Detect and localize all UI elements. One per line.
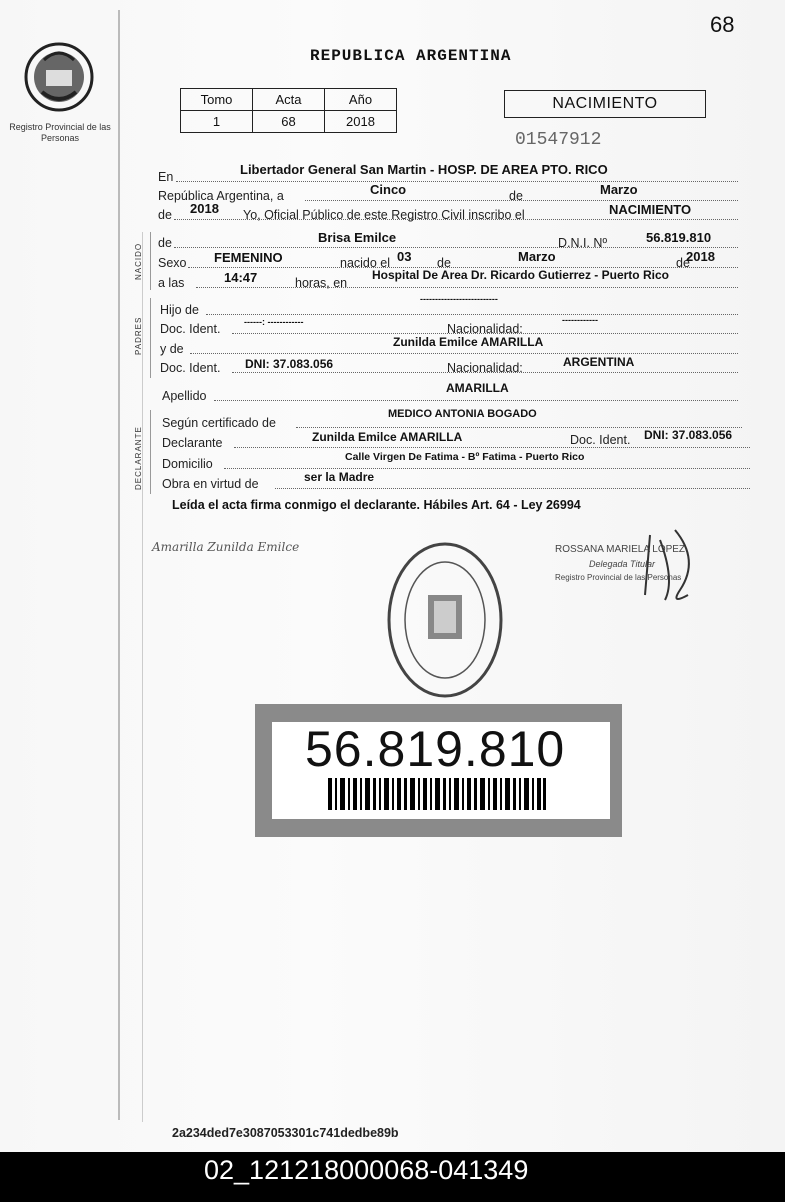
dotted-line: [174, 247, 738, 248]
dotted-line: [196, 287, 738, 288]
page-number: 68: [710, 12, 735, 37]
side-label-declarante: DECLARANTE: [134, 426, 143, 490]
dotted-line: [224, 468, 750, 469]
value-mother-nat: ARGENTINA: [563, 355, 635, 369]
province-seal-icon: [22, 40, 96, 114]
side-label-nacido: NACIDO: [134, 242, 143, 280]
dotted-line: [214, 400, 738, 401]
label-doc-ident3: Doc. Ident.: [570, 433, 631, 447]
label-horas-en: horas, en: [295, 276, 348, 290]
label-oficial: Yo, Oficial Público de este Registro Civil inscribo el: [243, 208, 525, 222]
label-domicilio: Domicilio: [162, 457, 213, 471]
value-declarant: Zunilda Emilce AMARILLA: [312, 430, 463, 444]
label-nacionalidad2: Nacionalidad:: [447, 361, 523, 375]
value-father-doc: ------: ------------: [244, 317, 304, 327]
label-apellido: Apellido: [162, 389, 207, 403]
value-sex: FEMENINO: [214, 250, 283, 265]
label-de-person: de: [158, 236, 172, 250]
dotted-line: [176, 181, 738, 182]
value-birth-place: Hospital De Area Dr. Ricardo Gutierrez - Puerto Rico: [372, 268, 669, 282]
closing-statement: Leída el acta firma conmigo el declarante. Hábiles Art. 64 - Ley 26994: [172, 498, 581, 512]
margin-rule: [118, 10, 120, 1120]
dotted-line: [206, 314, 738, 315]
label-de2: de: [158, 208, 172, 222]
value-year: 2018: [190, 201, 219, 216]
value-birth-month: Marzo: [518, 249, 556, 264]
handwritten-signature: Amarilla Zunilda Emilce: [152, 540, 300, 554]
side-label-padres: PADRES: [134, 316, 143, 355]
table-header: Año: [325, 89, 397, 111]
table-cell: 1: [181, 111, 253, 133]
document-hash: 2a234ded7e3087053301c741dedbe89b: [172, 1126, 399, 1140]
officer-name: ROSSANA MARIELA LOPEZ: [555, 544, 686, 555]
document-title: REPUBLICA ARGENTINA: [310, 47, 512, 65]
value-father: --------------------------: [420, 294, 498, 304]
label-y-de: y de: [160, 342, 184, 356]
dotted-line: [190, 353, 738, 354]
value-birth-day: 03: [397, 249, 412, 264]
dotted-line: [234, 447, 750, 448]
section-divider: [150, 232, 151, 290]
value-surname: AMARILLA: [446, 381, 509, 395]
label-doc-ident2: Doc. Ident.: [160, 361, 221, 375]
value-address: Calle Virgen De Fatima - Bº Fatima - Puerto Rico: [345, 451, 585, 463]
dotted-line: [275, 488, 750, 489]
officer-org: Registro Provincial de las Personas: [555, 573, 682, 582]
register-table: [180, 88, 397, 133]
value-birth-time: 14:47: [224, 270, 258, 285]
label-declarante: Declarante: [162, 436, 223, 450]
label-a-las: a las: [158, 276, 185, 290]
label-de3: de: [437, 256, 451, 270]
label-hijo-de: Hijo de: [160, 303, 199, 317]
label-obra: Obra en virtud de: [162, 477, 259, 491]
serial-number: 01547912: [515, 130, 602, 150]
section-divider: [150, 410, 151, 494]
label-dni: D.N.I. Nº: [558, 236, 608, 250]
label-doc-ident: Doc. Ident.: [160, 322, 221, 336]
section-divider: [150, 298, 151, 378]
value-declarant-doc: DNI: 37.083.056: [644, 428, 733, 442]
officer-role: Delegada Titular: [589, 559, 655, 569]
officer-signature-icon: [620, 520, 720, 610]
table-header: Acta: [253, 89, 325, 111]
table-cell: 68: [253, 111, 325, 133]
value-mother-doc: DNI: 37.083.056: [245, 357, 334, 371]
label-republica: República Argentina, a: [158, 189, 284, 203]
act-type-box: NACIMIENTO: [504, 90, 706, 118]
value-month-text: Marzo: [600, 182, 638, 197]
label-nacionalidad: Nacionalidad:: [447, 322, 523, 336]
official-stamp-icon: [386, 540, 504, 700]
value-dni: 56.819.810: [646, 230, 712, 245]
value-birth-year: 2018: [686, 249, 715, 264]
value-mother: Zunilda Emilce AMARILLA: [393, 335, 544, 349]
value-place: Libertador General San Martin - HOSP. DE AREA PTO. RICO: [240, 162, 608, 177]
value-act: NACIMIENTO: [609, 202, 692, 217]
section-rule: [142, 232, 143, 1122]
footer-id: 02_121218000068-041349: [204, 1155, 529, 1185]
registry-caption: Registro Provincial de las Personas: [9, 122, 111, 143]
label-de4: de: [676, 256, 690, 270]
table-header: Tomo: [181, 89, 253, 111]
table-cell: 2018: [325, 111, 397, 133]
value-certificate: MEDICO ANTONIA BOGADO: [388, 408, 537, 420]
label-segun: Según certificado de: [162, 416, 276, 430]
barcode-icon: [328, 778, 546, 810]
value-name: Brisa Emilce: [318, 230, 397, 245]
value-by-virtue: ser la Madre: [304, 470, 375, 484]
label-sexo: Sexo: [158, 256, 187, 270]
label-en: En: [158, 170, 174, 184]
sticker-dni-number: 56.819.810: [305, 721, 566, 777]
label-de: de: [509, 189, 523, 203]
value-father-nat: ------------: [562, 315, 598, 325]
value-day-text: Cinco: [370, 182, 407, 197]
label-nacido-el: nacido el: [340, 256, 391, 270]
